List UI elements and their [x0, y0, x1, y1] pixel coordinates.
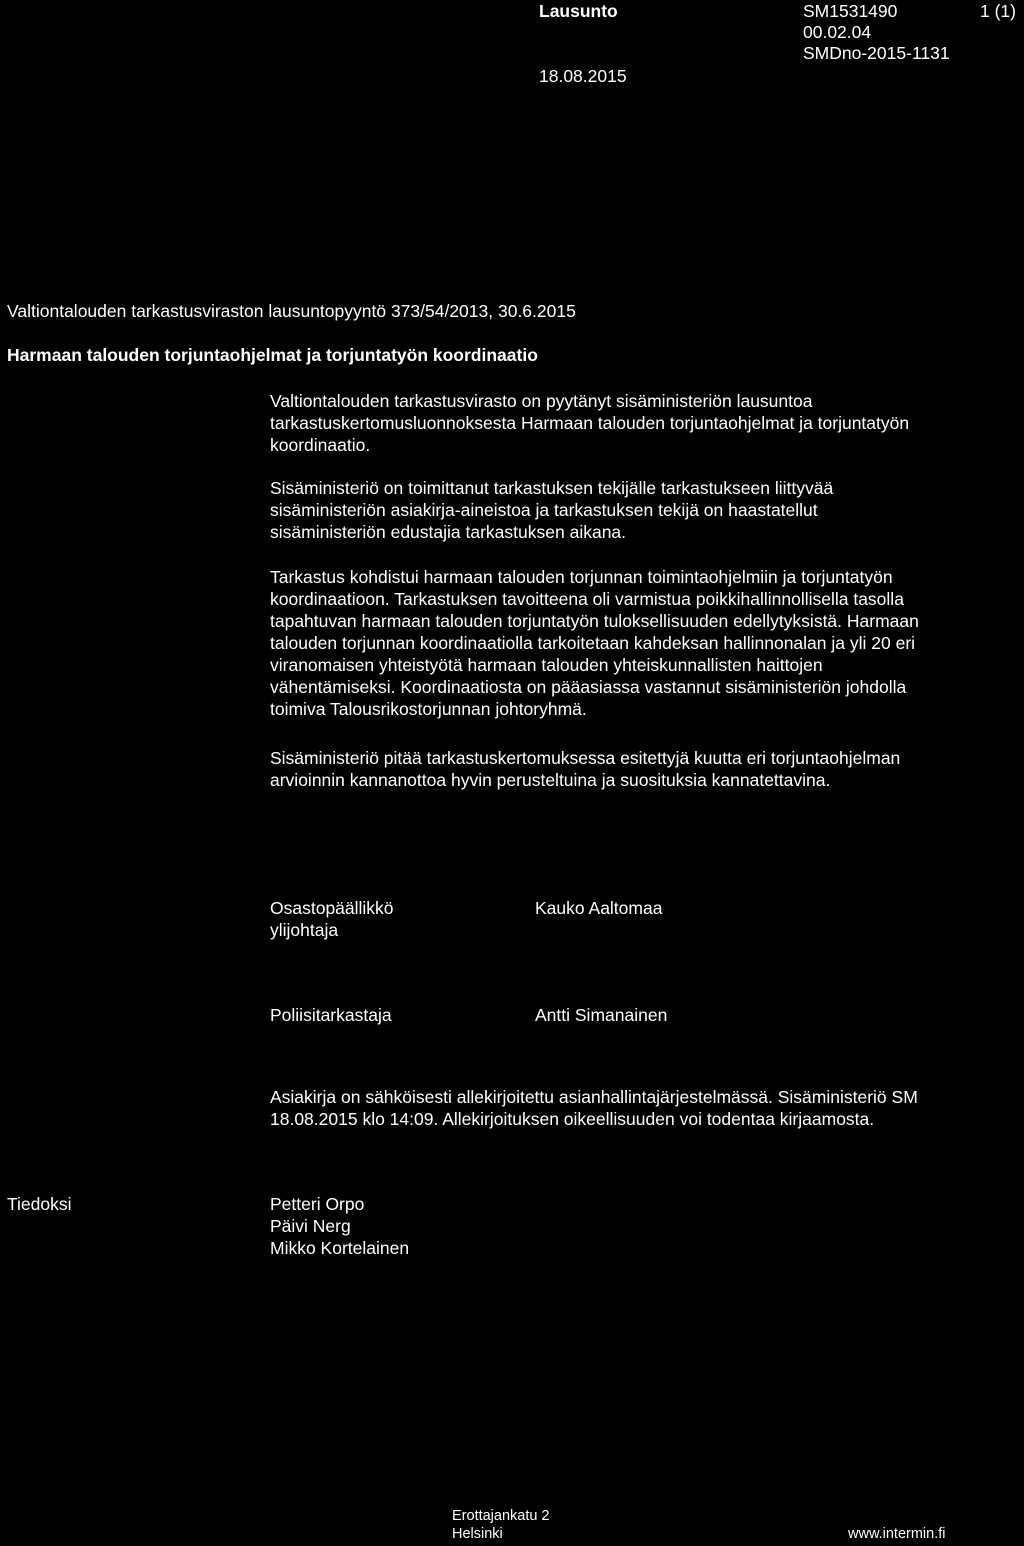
paragraph-line: sisäministeriön edustajia tarkastuksen aikana.	[270, 522, 627, 542]
reference-line: Valtiontalouden tarkastusviraston lausuntopyyntö 373/54/2013, 30.6.2015	[7, 301, 576, 321]
footer-address-line: Helsinki	[452, 1526, 503, 1542]
paragraph-line: tarkastuskertomusluonnoksesta Harmaan talouden torjuntaohjelmat ja torjuntatyön	[270, 413, 910, 433]
signer-name: Antti Simanainen	[535, 1005, 668, 1025]
paragraph-line: sisäministeriön asiakirja-aineistoa ja tarkastuksen tekijä on haastatellut	[270, 500, 818, 520]
paragraph-line: tapahtuvan harmaan talouden torjuntatyön tuloksellisuuden edellytyksistä. Harmaan	[270, 611, 919, 631]
distribution-list	[270, 1193, 409, 1259]
paragraph-line: arvioinnin kannanottoa hyvin perusteltuina ja suosituksia kannatettavina.	[270, 770, 831, 790]
signer-title	[270, 897, 394, 941]
e-signature-line: 18.08.2015 klo 14:09. Allekirjoituksen oikeellisuuden voi todentaa kirjaamosta.	[270, 1109, 875, 1129]
footer-website[interactable]: www.intermin.fi	[848, 1526, 946, 1542]
e-signature-line: Asiakirja on sähköisesti allekirjoitettu asianhallintajärjestelmässä. Sisäministeriö SM	[270, 1087, 918, 1107]
distribution-recipient: Päivi Nerg	[270, 1216, 351, 1236]
paragraph-line: toimiva Talousrikostorjunnan johtoryhmä.	[270, 699, 587, 719]
paragraph-line: Sisäministeriö on toimittanut tarkastuksen tekijälle tarkastukseen liittyvää	[270, 478, 834, 498]
signer-title	[270, 1004, 392, 1026]
document-number: SM1531490	[803, 1, 898, 21]
paragraph-line: koordinaatio.	[270, 435, 371, 455]
body-paragraph	[270, 566, 1022, 720]
body-paragraph	[270, 747, 1022, 791]
paragraph-line: talouden torjunnan koordinaatiolla tarkoitetaan kahdeksan hallinnonalan ja yli 20 eri	[270, 633, 916, 653]
distribution-recipient: Petteri Orpo	[270, 1194, 365, 1214]
paragraph-line: Valtiontalouden tarkastusvirasto on pyytänyt sisäministeriön lausuntoa	[270, 391, 813, 411]
distribution-recipient: Mikko Kortelainen	[270, 1238, 410, 1258]
document-title: Harmaan talouden torjuntaohjelmat ja torjuntatyön koordinaatio	[7, 345, 538, 365]
document-date: 18.08.2015	[539, 66, 627, 86]
record-number: SMDno-2015-1131	[803, 43, 950, 63]
footer-address	[452, 1507, 550, 1543]
page-indicator: 1 (1)	[980, 1, 1016, 21]
body-paragraph	[270, 477, 1022, 543]
paragraph-line: viranomaisen yhteistyötä harmaan talouden yhteiskunnallisten haittojen	[270, 655, 823, 675]
paragraph-line: Tarkastus kohdistui harmaan talouden torjunnan toimintaohjelmiin ja torjuntatyön	[270, 567, 893, 587]
signer-name: Kauko Aaltomaa	[535, 898, 663, 918]
signer-title-line: Osastopäällikkö	[270, 898, 394, 918]
paragraph-line: Sisäministeriö pitää tarkastuskertomuksessa esitettyjä kuutta eri torjuntaohjelman	[270, 748, 901, 768]
classification-code: 00.02.04	[803, 22, 872, 42]
signer-title-line: ylijohtaja	[270, 920, 339, 940]
distribution-label: Tiedoksi	[7, 1194, 72, 1214]
paragraph-line: koordinaatioon. Tarkastuksen tavoitteena oli varmistua poikkihallinnollisella tasolla	[270, 589, 904, 609]
body-paragraph	[270, 390, 1022, 456]
paragraph-line: vähentämiseksi. Koordinaatiosta on pääasiassa vastannut sisäministeriön johdolla	[270, 677, 907, 697]
e-signature-note	[270, 1086, 1024, 1130]
signer-title-line: Poliisitarkastaja	[270, 1005, 392, 1025]
footer-address-line: Erottajankatu 2	[452, 1508, 550, 1524]
document-type: Lausunto	[539, 1, 618, 21]
